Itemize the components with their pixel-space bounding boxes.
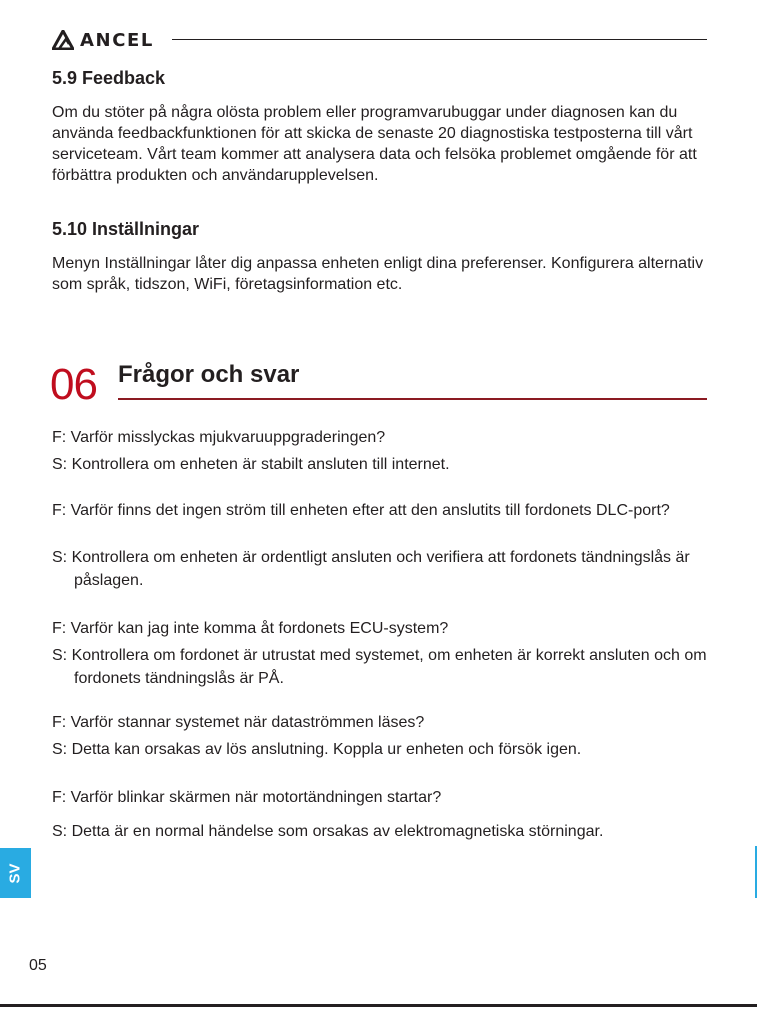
- language-tab: [0, 848, 31, 898]
- section-title-feedback: 5.9 Feedback: [52, 68, 166, 88]
- brand-logo: [52, 28, 154, 52]
- faq-answer-5: S: Detta är en normal händelse som orsakas av elektromagnetiska störningar.: [52, 823, 604, 840]
- faq-answer-3: S: Kontrollera om fordonet är utrustat med systemet, om enheten är korrekt ansluten och om fordonets tändningslås är PÅ.: [52, 647, 707, 687]
- faq-question-2: F: Varför finns det ingen ström till enheten efter att den anslutits till fordonets DLC-port?: [52, 502, 670, 519]
- brand-name: ANCEL: [80, 29, 154, 51]
- faq-question-4: F: Varför stannar systemet när dataströmmen läses?: [52, 714, 425, 731]
- page-number: 05: [29, 957, 47, 974]
- faq-question-3: F: Varför kan jag inte komma åt fordonets ECU-system?: [52, 620, 449, 637]
- section-body-settings: Menyn Inställningar låter dig anpassa enheten enligt dina preferenser. Konfigurera alternativ som språk, tidszon, WiFi, företagsinformation etc.: [52, 255, 704, 293]
- ancel-logo-icon: [52, 30, 74, 50]
- page-header: [52, 28, 707, 52]
- faq-question-5: F: Varför blinkar skärmen när motortändningen startar?: [52, 789, 442, 806]
- footer-divider: [0, 1004, 757, 1007]
- language-tab-label: SV: [6, 862, 24, 884]
- chapter-title: Frågor och svar: [118, 361, 300, 388]
- section-title-settings: 5.10 Inställningar: [52, 219, 200, 239]
- chapter-divider: [118, 398, 707, 400]
- faq-question-1: F: Varför misslyckas mjukvaruuppgraderingen?: [52, 429, 386, 446]
- chapter-number: 06: [50, 360, 97, 409]
- faq-answer-4: S: Detta kan orsakas av lös anslutning. Koppla ur enheten och försök igen.: [52, 741, 582, 758]
- section-body-feedback: Om du stöter på några olösta problem eller programvarubuggar under diagnosen kan du använda feedbackfunktionen för att skicka de senaste 20 diagnostiska testposterna till vårt serviceteam. Vårt team kommer att analysera data och felsöka problemet omgående för att förbättra produkten och användarupplevelsen.: [52, 104, 697, 184]
- header-divider: [172, 39, 707, 40]
- faq-answer-1: S: Kontrollera om enheten är stabilt ansluten till internet.: [52, 456, 450, 473]
- faq-answer-2: S: Kontrollera om enheten är ordentligt ansluten och verifiera att fordonets tändningslås är påslagen.: [52, 549, 690, 589]
